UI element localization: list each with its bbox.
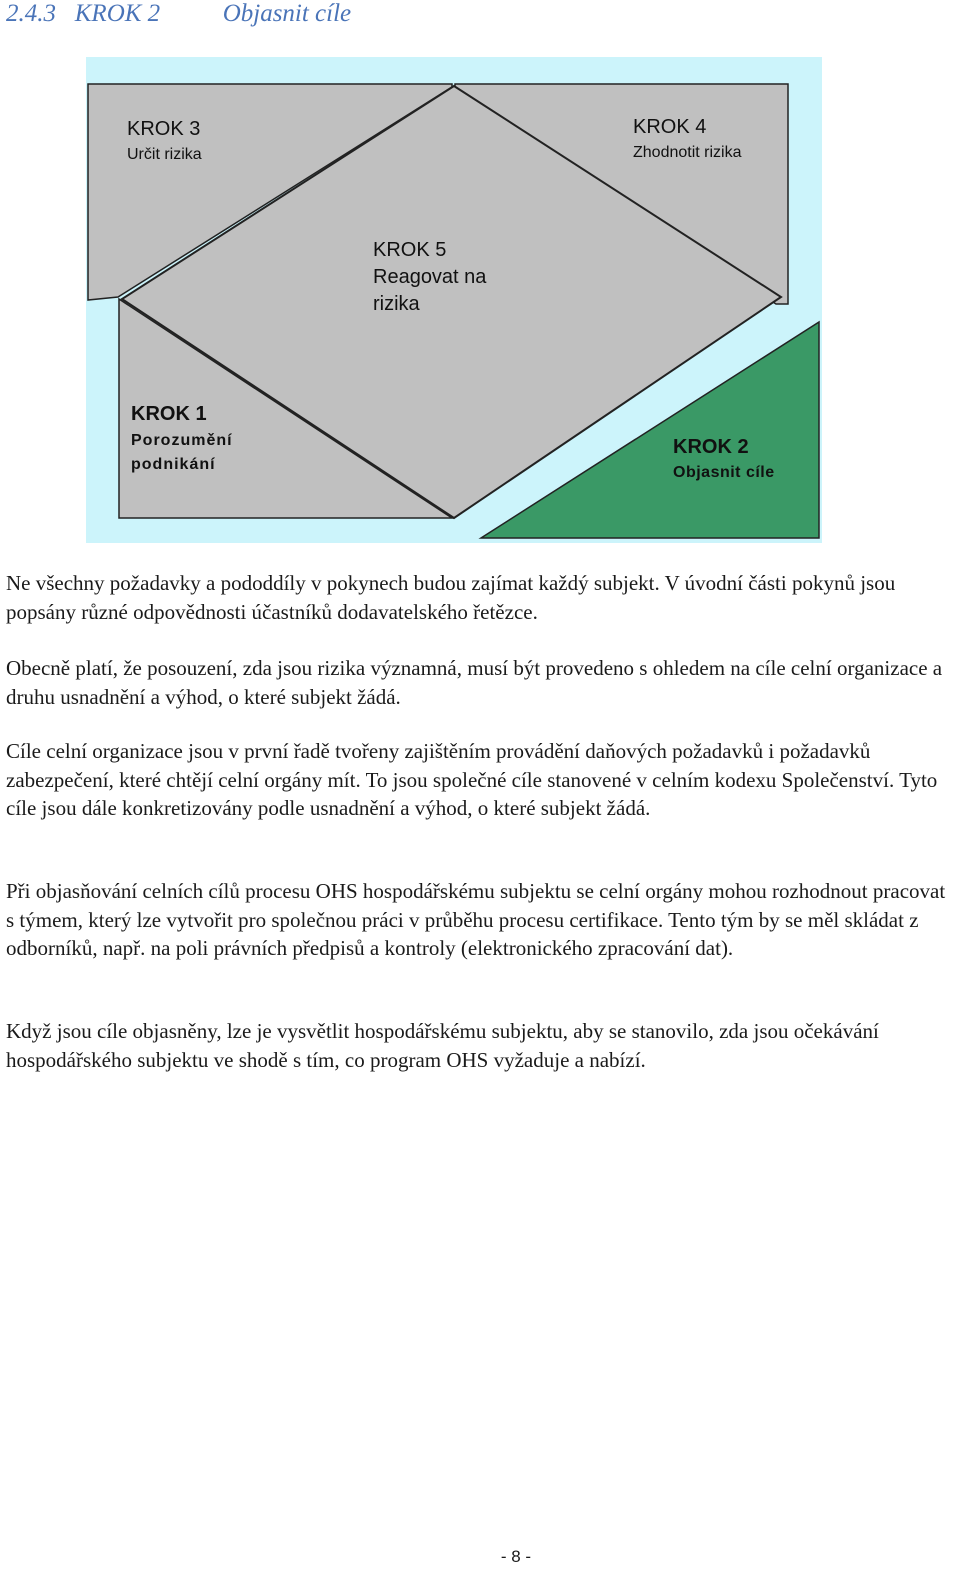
step5-title: KROK 5 <box>373 239 447 261</box>
step3-subtitle: Určit rizika <box>127 146 202 163</box>
step1-line3: podnikání <box>131 456 216 473</box>
paragraph-5: Když jsou cíle objasněny, lze je vysvětlit hospodářskému subjektu, aby se stanovilo, zda jsou očekávání hospodářského subjektu ve shodě s tím, co program OHS vyžaduje a nabízí. <box>6 1019 879 1072</box>
section-number: 2.4.3 <box>6 0 56 27</box>
paragraph-3: Cíle celní organizace jsou v první řadě tvořeny zajištěním provádění daňových požadavků i požadavků zabezpečení, které chtějí celní orgány mít. To jsou společné cíle stanovené v celním kodexu Společenství. Tyto cíle jsou dále konkretizovány podle usnadnění a výhod, o které subjekt žádá. <box>6 739 938 820</box>
step5-line2: Reagovat na <box>373 266 487 288</box>
page-number: - 8 - <box>500 1547 532 1566</box>
step1-title: KROK 1 <box>131 403 207 425</box>
step5-line3: rizika <box>373 293 420 315</box>
step4-subtitle: Zhodnotit rizika <box>633 144 742 161</box>
step2-subtitle: Objasnit cíle <box>673 464 775 481</box>
paragraph-2: Obecně platí, že posouzení, zda jsou rizika významná, musí být provedeno s ohledem na cíle celní organizace a druhu usnadnění a výhod, o které subjekt žádá. <box>6 656 943 709</box>
paragraph-1: Ne všechny požadavky a pododdíly v pokynech budou zajímat každý subjekt. V úvodní části pokynů jsou popsány různé odpovědnosti účastníků dodavatelského řetězce. <box>6 571 896 624</box>
step2-title: KROK 2 <box>673 436 749 458</box>
paragraph-4: Při objasňování celních cílů procesu OHS hospodářskému subjektu se celní orgány mohou rozhodnout pracovat s týmem, který lze vytvořit pro společnou práci v průběhu procesu certifikace. Tento tým by se měl skládat z odborníků, např. na poli právních předpisů a kontroly (elektronického zpracování dat). <box>6 879 946 960</box>
section-title: Objasnit cíle <box>222 0 352 27</box>
step3-title: KROK 3 <box>127 118 201 140</box>
risk-process-diagram <box>86 57 822 543</box>
section-step: KROK 2 <box>74 0 161 27</box>
step1-line2: Porozumění <box>131 432 233 449</box>
step4-title: KROK 4 <box>633 116 707 138</box>
section-heading <box>6 0 351 28</box>
